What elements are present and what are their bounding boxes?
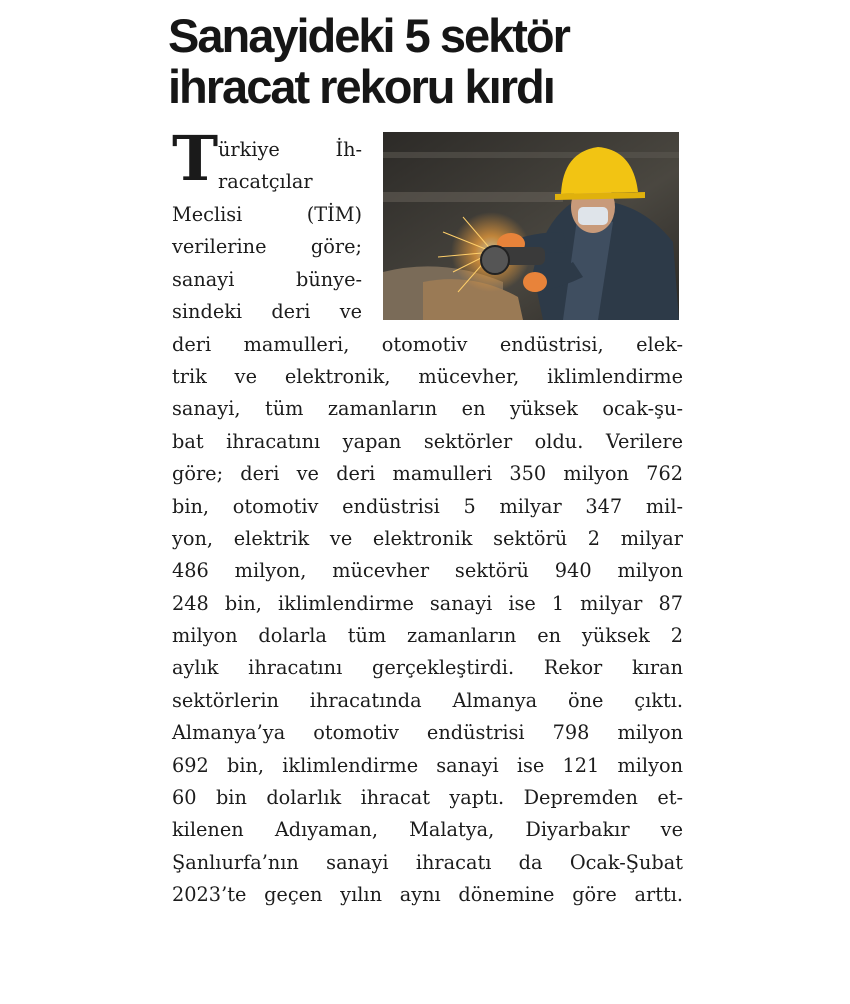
body-line: Meclisi (TİM) <box>172 203 362 226</box>
headline-line-2: ihracat rekoru kırdı <box>168 60 554 113</box>
drop-cap-lines <box>218 134 362 199</box>
body-line: verilerine göre; <box>172 235 362 259</box>
body-line: 486 milyon, mücevher sektörü 940 milyon <box>172 559 683 583</box>
body-line: racatçılar <box>218 170 313 194</box>
body-line: ürkiye İh- <box>218 138 362 161</box>
body-line: bin, otomotiv endüstrisi 5 milyar 347 mil- <box>172 494 683 518</box>
body-line: yon, elektrik ve elektronik sektörü 2 milyar <box>172 526 683 550</box>
body-line: göre; deri ve deri mamulleri 350 milyon 762 <box>172 462 683 486</box>
drop-cap: T <box>172 122 219 195</box>
body-line: 60 bin dolarlık ihracat yaptı. Depremden et- <box>172 786 683 810</box>
body-line: sindeki deri ve <box>172 300 362 324</box>
body-line: Almanya’ya otomotiv endüstrisi 798 milyon <box>172 721 683 745</box>
body-line: 692 bin, iklimlendirme sanayi ise 121 milyon <box>172 753 683 777</box>
body-line: Şanlıurfa’nın sanayi ihracatı da Ocak-Şubat <box>172 850 683 874</box>
body-line: milyon dolarla tüm zamanların en yüksek 2 <box>172 624 683 648</box>
body-line: trik ve elektronik, mücevher, iklimlendirme <box>172 364 683 388</box>
body-line: 2023’te geçen yılın aynı dönemine göre arttı. <box>172 883 683 907</box>
body-line: sanayi, tüm zamanların en yüksek ocak-şu- <box>172 397 683 421</box>
body-line: 248 bin, iklimlendirme sanayi ise 1 milyar 87 <box>172 591 683 615</box>
body-line: bat ihracatını yapan sektörler oldu. Verilere <box>172 429 683 453</box>
article-body <box>172 199 683 912</box>
body-line: sektörlerin ihracatında Almanya öne çıktı. <box>172 688 683 712</box>
headline-line-1: Sanayideki 5 sektör <box>168 9 569 62</box>
body-line: kilenen Adıyaman, Malatya, Diyarbakır ve <box>172 818 683 842</box>
body-line: aylık ihracatını gerçekleştirdi. Rekor kıran <box>172 656 683 680</box>
body-line: deri mamulleri, otomotiv endüstrisi, elek- <box>172 332 683 356</box>
body-line: sanayi bünye- <box>172 267 362 291</box>
headline <box>168 10 688 112</box>
